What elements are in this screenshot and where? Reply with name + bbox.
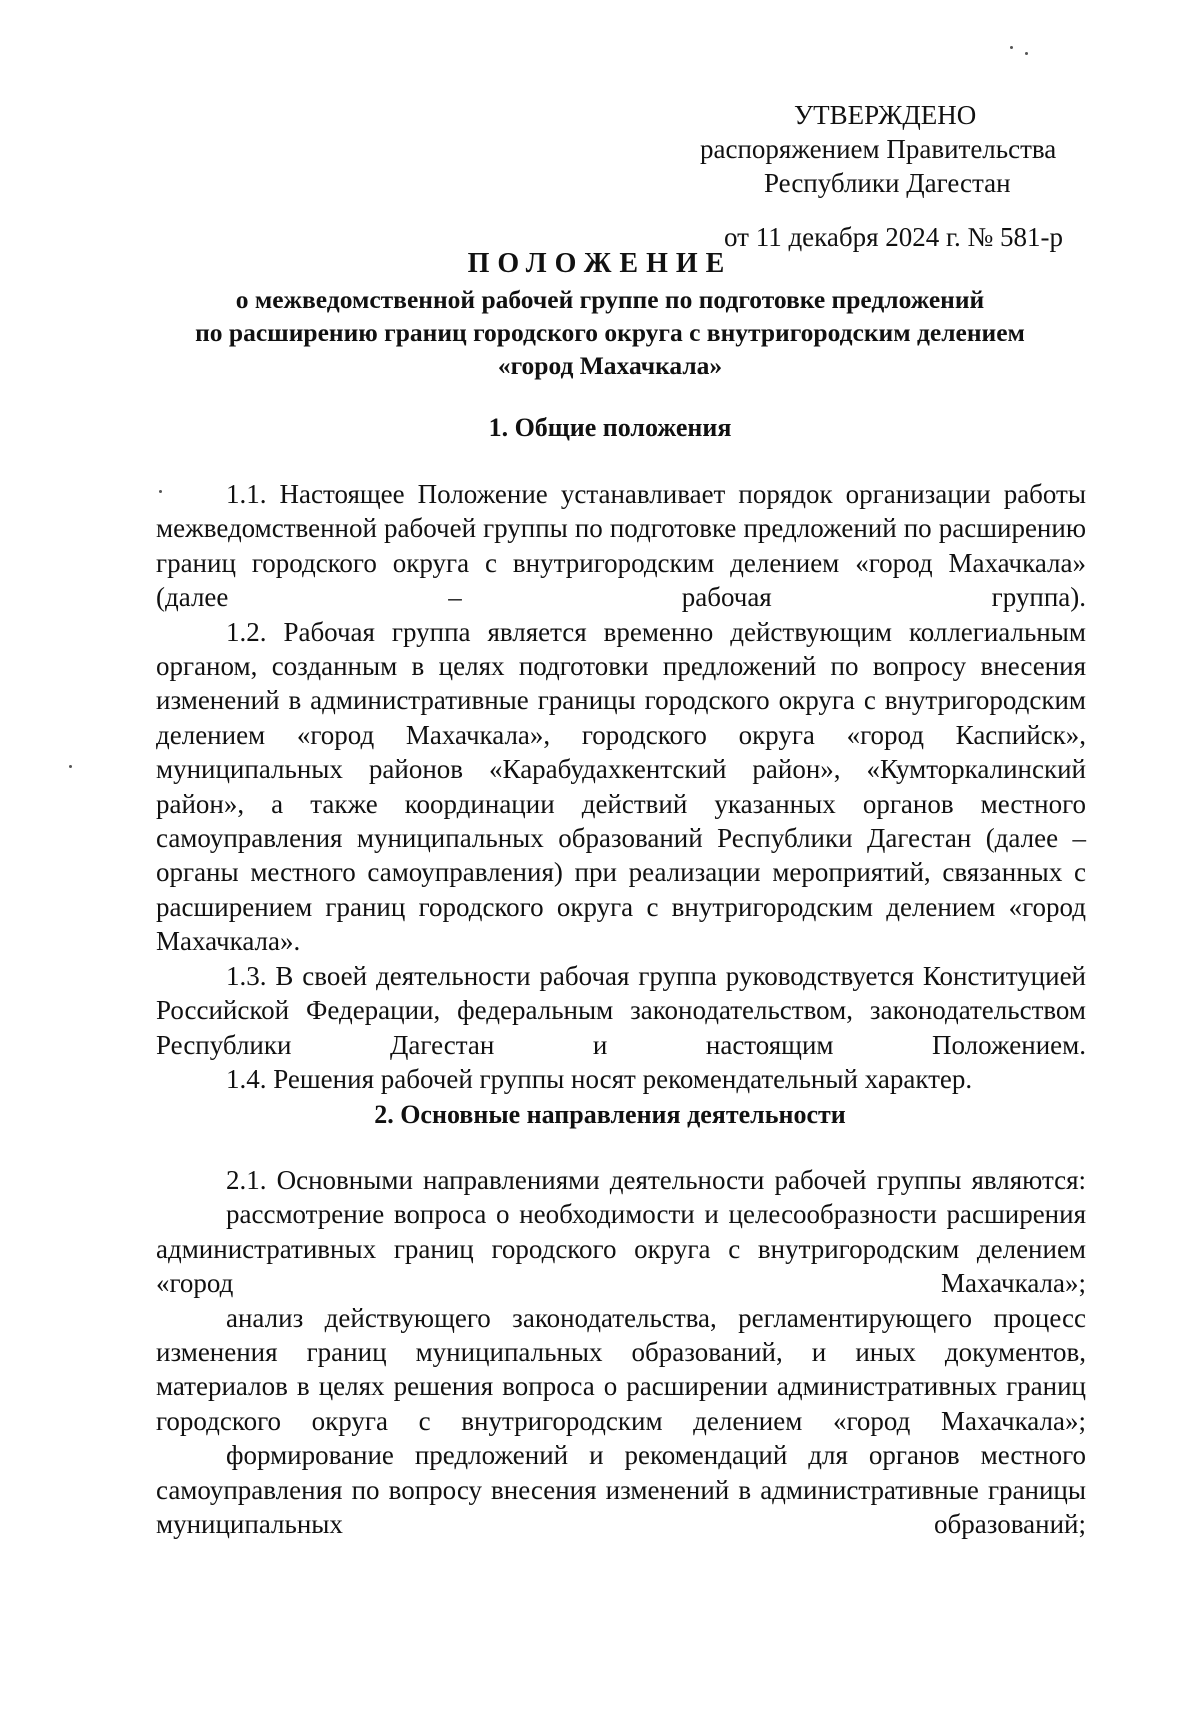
approval-stamp [640,98,1095,254]
text-line: являются: [971,1165,1086,1195]
approval-line-2: распоряжением Правительства [700,134,1057,164]
text-line: самоуправления по вопросу внесения изменений в административные [156,1474,979,1505]
section-heading-2: 2. Основные направления деятельности [374,1100,846,1129]
scan-speck [159,490,162,493]
section-1-body [156,477,1086,1096]
section-2-body [156,1163,1086,1541]
text-line: изменений в административные границы городского округа [156,685,855,716]
approval-date-number: от 11 декабря 2024 г. № 581-р [724,222,1064,252]
list-item-analysis [156,1301,1086,1439]
text-line: 2.1. Основными направлениями деятельности рабочей группы [226,1165,962,1195]
paragraph-1-1 [156,477,1086,615]
text-line: расширения административных границ городского округа [156,1199,1086,1264]
document-title: ПОЛОЖЕНИЕ [467,248,733,279]
approval-line-3: Республики Дагестан [764,168,1011,198]
section-heading-1: 1. Общие положения [488,413,732,442]
subtitle-line: о межведомственной рабочей группе по подготовке предложений [235,285,985,314]
scan-speck [69,765,72,768]
text-line: с внутригородским делением «город Махачкала», городского округа «город [156,685,1087,750]
list-item-review [156,1197,1086,1300]
text-line: 1.3. В своей деятельности рабочая группа руководствуется [226,960,914,991]
text-line: межведомственной рабочей группы по подготовке предложений по [156,513,932,544]
text-line: расширению границ городского округа с внутригородским делением [156,513,1086,578]
text-line: Конституцией Российской Федерации, федеральным законодательством, [156,960,1087,1026]
document-subtitle [150,283,1070,382]
text-line: границы муниципальных образований; [156,1474,1086,1540]
paragraph-2-1 [156,1163,1086,1197]
scan-speck [1025,52,1028,55]
text-line: Каспийск», муниципальных районов «Карабудахкентский район», [156,719,1086,785]
text-line: 1.1. Настоящее Положение устанавливает порядок организации работы [226,479,1086,509]
text-line: материалов в целях решения вопроса о расширении административных [156,1371,998,1402]
text-line: рассмотрение вопроса о необходимости и целесообразности [226,1199,937,1230]
text-line: с внутригородским делением «город Махачкала». [156,891,1086,957]
text-line: 1.2. Рабочая группа является временно действующим коллегиальным [226,616,1086,647]
text-line: анализ действующего законодательства, регламентирующего процесс [226,1302,1086,1333]
paragraph-1-2 [156,615,1086,959]
text-line: границ городского округа с внутригородским делением «город Махачкала»; [156,1371,1086,1436]
text-line: мероприятий, связанных с расширением границ городского округа [156,857,1087,922]
subtitle-line: по расширению границ городского округа с внутригородским делением [195,318,1025,347]
scan-speck [1010,46,1013,49]
list-item-proposals [156,1438,1086,1541]
text-line: изменения границ муниципальных образований, и иных документов, [156,1337,1086,1368]
text-line: Дагестан (далее – органы местного самоуправления) при реализации [156,823,1086,888]
text-line: «Кумторкалинский район», а также координации действий указанных [156,754,1086,819]
text-line: 1.4. Решения рабочей группы носят рекомендательный характер. [226,1063,973,1094]
paragraph-1-4 [156,1062,1086,1096]
approval-line-1: УТВЕРЖДЕНО [794,100,977,130]
subtitle-line: «город Махачкала» [497,351,723,380]
text-line: с внутригородским делением «город Махачкала»; [156,1233,1087,1299]
text-line: законодательством Республики Дагестан и настоящим Положением. [156,995,1087,1060]
text-line: формирование предложений и рекомендаций для органов местного [226,1440,1086,1471]
text-line: «город Махачкала» (далее – рабочая группа). [156,547,1087,613]
text-line: органом, созданным в целях подготовки предложений по вопросу внесения [156,651,1086,682]
paragraph-1-3 [156,959,1086,1062]
text-line: органов местного самоуправления муниципальных образований Республики [156,788,1086,854]
